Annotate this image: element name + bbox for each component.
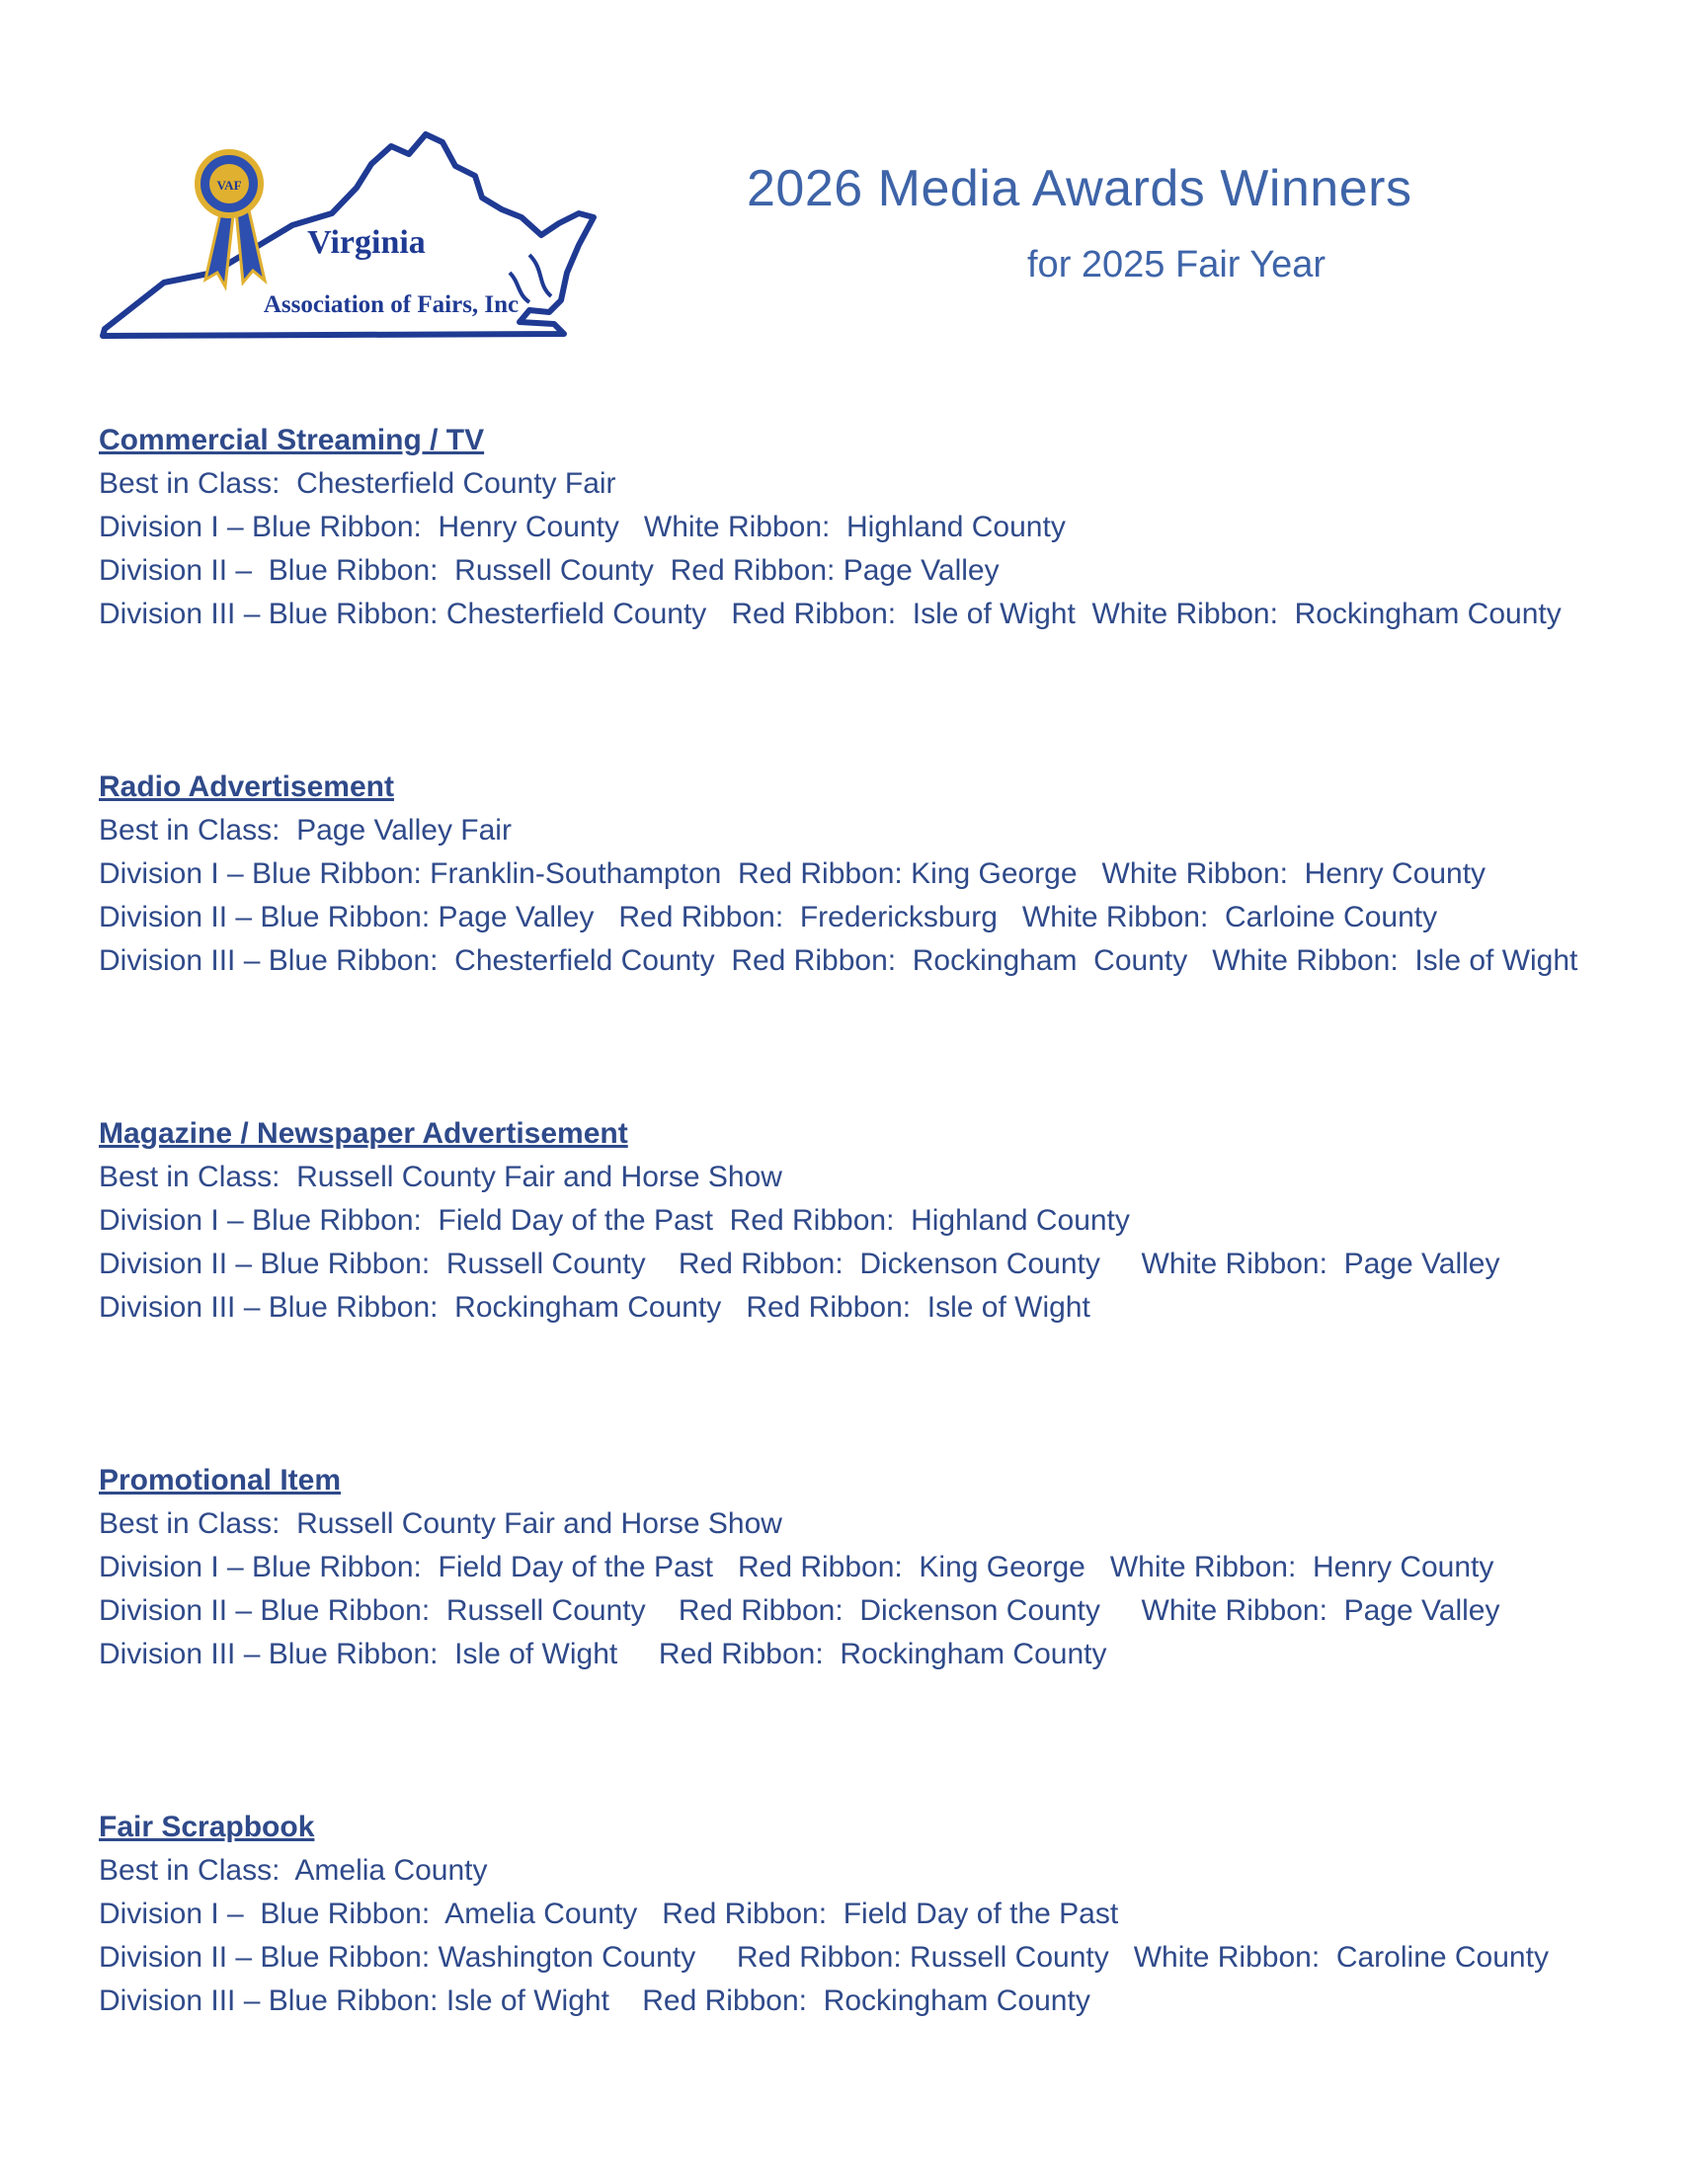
award-line: Division I – Blue Ribbon: Amelia County Red Ribbon: Field Day of the Past <box>99 1898 1119 1930</box>
award-line: Division II – Blue Ribbon: Russell County Red Ribbon: Dickenson County White Ribbon: Page Valley <box>99 1248 1500 1280</box>
award-line: Division III – Blue Ribbon: Chesterfield County Red Ribbon: Rockingham County White Ribbon: Isle of Wight <box>99 944 1578 977</box>
award-line: Division III – Blue Ribbon: Chesterfield County Red Ribbon: Isle of Wight White Ribbon: Rockingham County <box>99 598 1562 630</box>
award-line: Division III – Blue Ribbon: Rockingham County Red Ribbon: Isle of Wight <box>99 1291 1090 1324</box>
logo-subname: Association of Fairs, Inc <box>263 291 520 318</box>
section-title: Magazine / Newspaper Advertisement <box>99 1117 628 1150</box>
award-line: Division I – Blue Ribbon: Field Day of the Past Red Ribbon: Highland County <box>99 1204 1130 1237</box>
award-line: Best in Class: Russell County Fair and Horse Show <box>99 1507 782 1540</box>
section-magazine-newspaper <box>99 1112 1640 1330</box>
award-line: Best in Class: Chesterfield County Fair <box>99 467 616 500</box>
logo-name: Virginia <box>307 224 426 261</box>
logo-abbrev: VAF <box>216 178 242 193</box>
award-line: Division I – Blue Ribbon: Henry County White Ribbon: Highland County <box>99 511 1066 543</box>
award-line: Division II – Blue Ribbon: Washington County Red Ribbon: Russell County White Ribbon: Caroline County <box>99 1941 1549 1974</box>
award-line: Division II – Blue Ribbon: Page Valley Red Ribbon: Fredericksburg White Ribbon: Carloine County <box>99 901 1438 933</box>
award-line: Division I – Blue Ribbon: Franklin-Southampton Red Ribbon: King George White Ribbon: Henry County <box>99 857 1487 890</box>
awards-content <box>99 419 1640 2152</box>
award-line: Division I – Blue Ribbon: Field Day of the Past Red Ribbon: King George White Ribbon: Henry County <box>99 1551 1494 1583</box>
award-line: Division II – Blue Ribbon: Russell County Red Ribbon: Dickenson County White Ribbon: Page Valley <box>99 1594 1500 1627</box>
award-line: Best in Class: Russell County Fair and Horse Show <box>99 1161 782 1193</box>
section-title: Commercial Streaming / TV <box>99 424 485 456</box>
award-line: Division III – Blue Ribbon: Isle of Wight Red Ribbon: Rockingham County <box>99 1638 1107 1670</box>
award-line: Best in Class: Amelia County <box>99 1854 488 1887</box>
section-fair-scrapbook <box>99 1806 1640 2023</box>
award-line: Division III – Blue Ribbon: Isle of Wight Red Ribbon: Rockingham County <box>99 1984 1090 2017</box>
section-commercial-streaming-tv <box>99 419 1640 636</box>
section-title: Radio Advertisement <box>99 770 394 803</box>
award-line: Best in Class: Page Valley Fair <box>99 814 512 847</box>
section-title: Fair Scrapbook <box>99 1811 315 1843</box>
award-line: Division II – Blue Ribbon: Russell County Red Ribbon: Page Valley <box>99 554 1000 587</box>
ribbon-rosette-icon <box>198 152 265 286</box>
section-radio-advertisement <box>99 766 1640 983</box>
section-title: Promotional Item <box>99 1464 342 1496</box>
section-promotional-item <box>99 1459 1640 1676</box>
vaf-logo <box>95 107 608 344</box>
page-subtitle: for 2025 Fair Year <box>1027 244 1326 285</box>
virginia-map-logo <box>95 107 608 344</box>
page-title: 2026 Media Awards Winners <box>747 160 1412 217</box>
